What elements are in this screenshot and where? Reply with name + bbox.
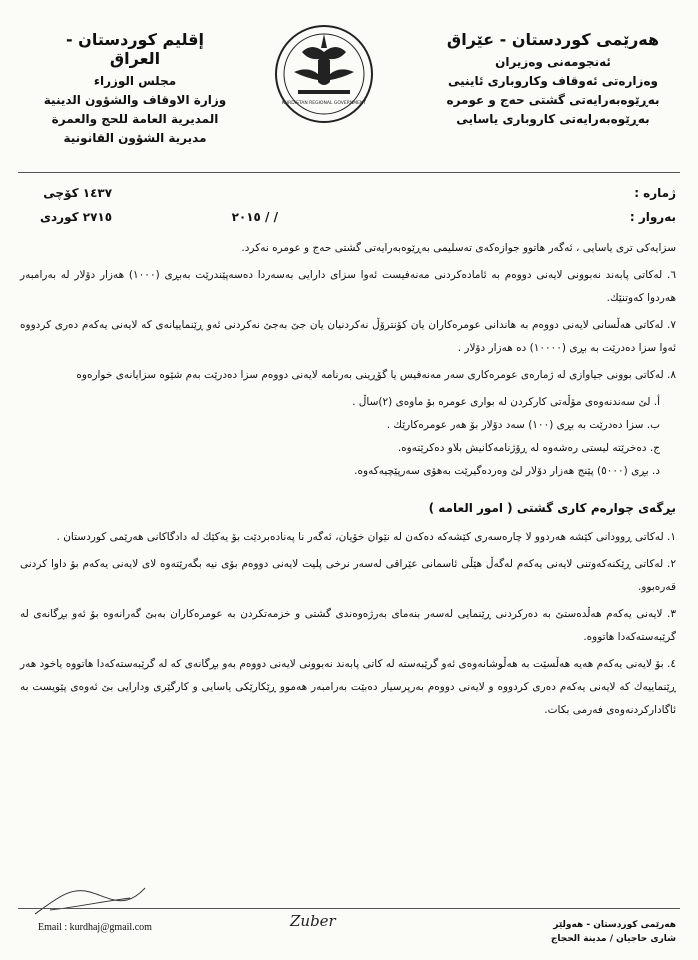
paragraph: ٨. لەکاتی بوونی جیاوازی لە ژمارەی عومرەکاری سەر مەنەفیس یا گۆڕینی بەرنامە لایەنی دووەم سزا دەدرێت بەم شێوە سزایانەی خوارەوە	[76, 369, 676, 381]
emblem-caption: KURDISTAN REGIONAL GOVERNMENT	[281, 101, 367, 106]
header-arabic-title: إقليم كوردستان - العراق	[65, 30, 205, 68]
header-rule	[18, 172, 680, 173]
number-label: ژمارە :	[634, 186, 676, 200]
paragraph: سزایەکی تری یاسایی ، ئەگەر هاتوو جوازەکەی تەسلیمی بەڕێوەبەرایەتی گشتی حەج و عومرە نەکرد.	[241, 242, 676, 254]
calendar-block	[40, 186, 112, 234]
header-arabic-line: وزارة الاوقاف والشؤون الدينية	[43, 93, 227, 107]
sub-item: د. بڕی (٥٠٠٠) پێنج هەزار دۆلار لێ وەردەگیرێت بەهۆی سەرپێچیەکەوە.	[354, 465, 660, 477]
date-value: / / ٢٠١٥	[231, 210, 278, 224]
header-kurdish-line: ئەنجومەنی وەزیران	[495, 55, 611, 69]
section-paragraph: ٢. لەکاتی ڕێکنەکەوتنی لایەنی یەکەم لەگەڵ هێڵی ئاسمانی عێراقی لەسەر نرخی پلیت لایەنی دووەم بۆی نیە بگەرێتەوە لای لایەنی یەکەم بۆ داوا کردنی قەرەبوو.	[20, 558, 676, 593]
date-label: بەروار :	[629, 210, 676, 224]
header-arabic	[40, 30, 230, 148]
footer-address	[551, 918, 676, 946]
footer-rule	[18, 908, 680, 909]
kurdi-year: ٢٧١٥ كوردی	[40, 210, 113, 224]
handwritten-mark-icon	[30, 880, 150, 920]
sub-item: ج. دەخرێتە لیستی رەشەوە لە ڕۆژنامەکانیش بلاو دەکرێتەوە.	[397, 442, 660, 454]
header-arabic-line: المديرية العامة للحج والعمرة	[51, 112, 219, 126]
header-kurdish-line: وەزارەتی ئەوقاف وکاروباری ئاینیی	[448, 74, 658, 88]
section-paragraph: ٤. بۆ لایەنی یەکەم هەیە هەڵسێت بە هەڵوشانەوەی ئەو گرێبەستە لە کاتی پابەند نەبوونی لایەنی دووەم بەو بڕگانەی کە لە گرێبەستەکەدا هاتووە یاخود هەر ڕێنماییەك کە لایەنی یەکەم دەری کردووە و لایەنی دووەم بەرپرسیار دەبێت بەرامبەر هەموو ڕێکارێکی یاسایی و کارگێری ودارایی بێ ئەوەی پێویست بە ئاگادارکردنەوەی فەرمی بکات.	[20, 658, 676, 716]
sub-item: أ. لێ سەندنەوەی مۆڵەتی کارکردن لە بواری عومرە بۆ ماوەی (٢)ساڵ .	[352, 396, 660, 408]
hijri-year: ١٤٣٧ كۆچى	[43, 186, 113, 200]
paragraph: ٦. لەکاتی پابەند نەبوونی لایەنی دووەم بە ئامادەکردنی مەنەفیست ئەوا سزای دارایی بەسەردا دەسەپێندرێت بەبڕی (١٠٠٠) هەزار دۆلار لە بەرامبەر هەردوا کەوتنێك.	[20, 269, 676, 304]
paragraph: ٧. لەکاتی هەڵسانی لایەنی دووەم بە هاندانی عومرەکاران یان کۆنترۆڵ نەکردنیان یان جێ بەجێ نەکردنی ئەو ڕێنماییانەی کە لایەنی یەکەم دەری کردووە ئەوا سزا دەدرێت بە بڕی (١٠٠٠٠) دە هەزار دۆلار .	[20, 319, 676, 354]
section-title: بڕگەی چوارەم کاری گشتی ( امور العامە )	[428, 501, 676, 515]
sub-item: ب. سزا دەدرێت بە بڕی (١٠٠) سەد دۆلار بۆ هەر عومرەکارێك .	[386, 419, 660, 431]
header-kurdish-title: هەرێمی کوردستان - عێراق	[446, 30, 660, 49]
footer-address-line: هەرێمی کوردستان - هەولێر	[553, 920, 676, 930]
header-kurdish-line: بەڕێوەبەرایەتی گشتی حەج و عومرە	[446, 93, 660, 107]
header-kurdish	[428, 30, 678, 129]
header-kurdish-line: بەڕێوەبەرایەتی کاروباری یاسایی	[456, 112, 650, 126]
reference-block	[630, 186, 676, 234]
header-arabic-line: مجلس الوزراء	[93, 74, 177, 88]
signature: Zuber	[290, 912, 336, 930]
header-arabic-line: مديرية الشؤون القانونية	[63, 131, 207, 145]
krg-emblem-icon	[272, 22, 376, 126]
section-paragraph: ٣. لایەنی یەکەم هەڵدەستێ بە دەرکردنی ڕێنمایی لەسەر بنەمای بەرژەوەندی گشتی و خزمەتکردن بە عومرەکاران بەبێ گەرانەوە بۆ ئەو بڕگانەی لە گرێبەستەکەدا هاتووە.	[20, 608, 676, 643]
document-body	[20, 237, 676, 726]
section-paragraph: ١. لەکاتی ڕوودانی کێشە هەردوو لا چارەسەری کێشەکە دەکەن لە نێوان خۆیان، ئەگەر نا پەنادەبردێت بۆ یەکێك لە دادگاکانی هەرێمی کوردستان .	[56, 531, 676, 543]
footer-address-line: شاری حاجیان / مدينة الحجاج	[550, 934, 676, 944]
footer-email: Email : kurdhaj@gmail.com	[38, 922, 152, 933]
